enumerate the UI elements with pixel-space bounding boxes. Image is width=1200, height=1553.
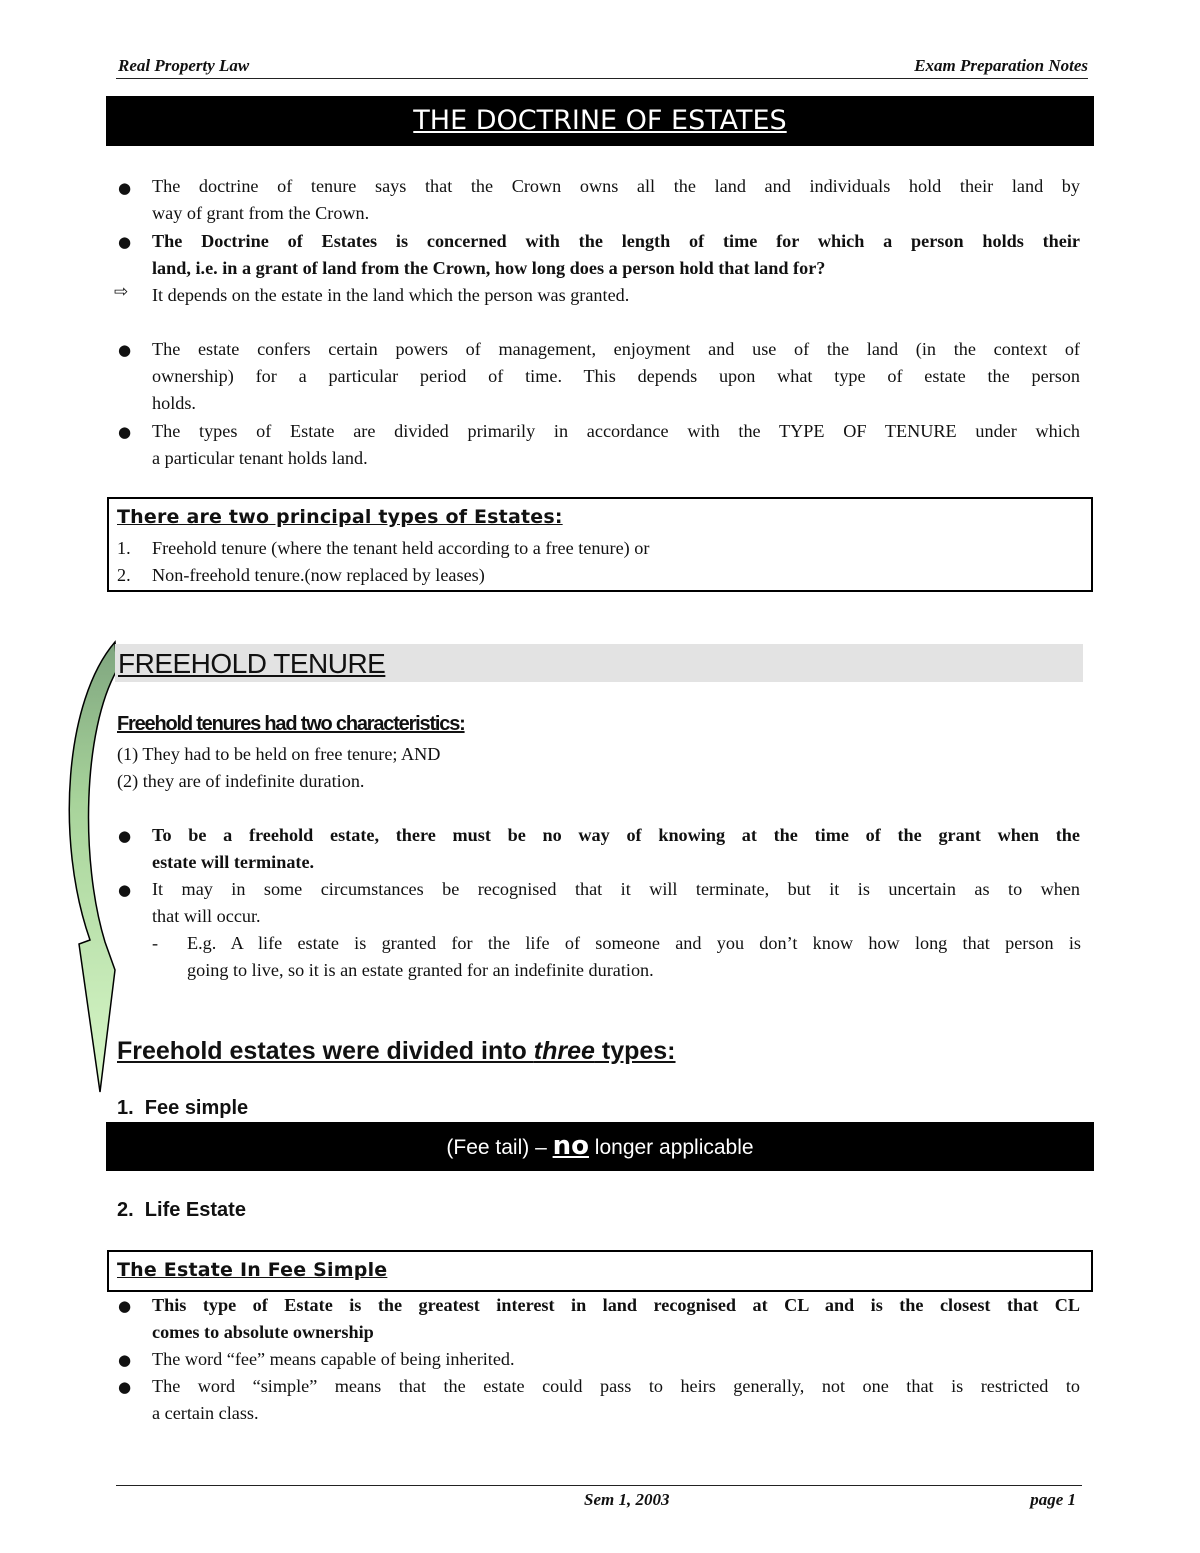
estate-types-marker: 1. [117,538,131,558]
bullet-icon: ● [118,881,132,899]
bullet-icon: ● [118,233,132,251]
bullet-icon: ● [118,1297,132,1315]
fee-simple-b1-line1: This type of Estate is the greatest interest in land recognised at CL and is the closest that CL [152,1295,1080,1315]
estate-types-item: Freehold tenure (where the tenant held according to a free tenure) or [152,538,650,558]
header-right: Exam Preparation Notes [914,56,1088,75]
fee-tail-banner: (Fee tail) – no longer applicable [106,1122,1094,1171]
bullet-icon: ● [118,423,132,441]
footer-semester: Sem 1, 2003 [584,1490,670,1509]
freehold-type-1: 1. Fee simple [117,1097,249,1119]
intro-p4-line1: The estate confers certain powers of management, enjoyment and use of the land (in the context of [152,339,1080,359]
estate-types-heading: There are two principal types of Estates: [117,506,563,528]
bullet-icon: ● [118,1351,132,1369]
freehold-subheading: Freehold tenures had two characteristics: [117,713,465,735]
fee-simple-heading: The Estate In Fee Simple [117,1259,388,1281]
freehold-b2-line1: It may in some circumstances be recognised that it will terminate, but it is uncertain as to when [152,879,1080,899]
right-arrow-icon: ⇨ [114,282,129,302]
bullet-icon: ● [118,341,132,359]
freehold-sub-line2: going to live, so it is an estate granted for an indefinite duration. [187,960,654,980]
bullet-icon: ● [118,827,132,845]
intro-p2-line2: land, i.e. in a grant of land from the Crown, how long does a person hold that land for? [152,258,826,278]
freehold-char-1: (1) They had to be held on free tenure; AND [117,744,441,764]
freehold-sub-line1: E.g. A life estate is granted for the life of someone and you don’t know how long that person is [187,933,1081,953]
fee-simple-b1-line2: comes to absolute ownership [152,1322,374,1342]
fee-simple-b2: The word “fee” means capable of being inherited. [152,1349,515,1369]
freehold-b2-line2: that will occur. [152,906,261,926]
bullet-icon: ● [118,179,132,197]
freehold-heading: FREEHOLD TENURE [118,648,386,679]
intro-p1-line1: The doctrine of tenure says that the Crown owns all the land and individuals hold their land by [152,176,1080,196]
intro-p5-line1: The types of Estate are divided primarily in accordance with the TYPE OF TENURE under which [152,421,1080,441]
freehold-divided-heading: Freehold estates were divided into three types: [117,1037,676,1065]
page-title: THE DOCTRINE OF ESTATES [106,96,1094,146]
freehold-b1-line1: To be a freehold estate, there must be no way of knowing at the time of the grant when the [152,825,1080,845]
estate-types-item: Non-freehold tenure.(now replaced by leases) [152,565,485,585]
freehold-b1-line2: estate will terminate. [152,852,315,872]
intro-p1-line2: way of grant from the Crown. [152,203,370,223]
bullet-icon: ● [118,1378,132,1396]
curved-arrow-icon [55,640,125,1100]
page-number: page 1 [1030,1490,1076,1509]
intro-p5-line2: a particular tenant holds land. [152,448,368,468]
freehold-type-2: 2. Life Estate [117,1199,246,1221]
fee-simple-b3-line1: The word “simple” means that the estate could pass to heirs generally, not one that is restricted to [152,1376,1080,1396]
estate-types-marker: 2. [117,565,131,585]
intro-p2-line1: The Doctrine of Estates is concerned with the length of time for which a person holds their [152,231,1080,251]
header-rule [116,78,1088,79]
fee-simple-b3-line2: a certain class. [152,1403,259,1423]
dash-icon: - [152,933,159,953]
freehold-char-2: (2) they are of indefinite duration. [117,771,365,791]
footer-rule [116,1485,1082,1486]
intro-p3: It depends on the estate in the land which the person was granted. [152,285,630,305]
header-left: Real Property Law [118,56,250,75]
intro-p4-line3: holds. [152,393,196,413]
intro-p4-line2: ownership) for a particular period of time. This depends upon what type of estate the person [152,366,1080,386]
